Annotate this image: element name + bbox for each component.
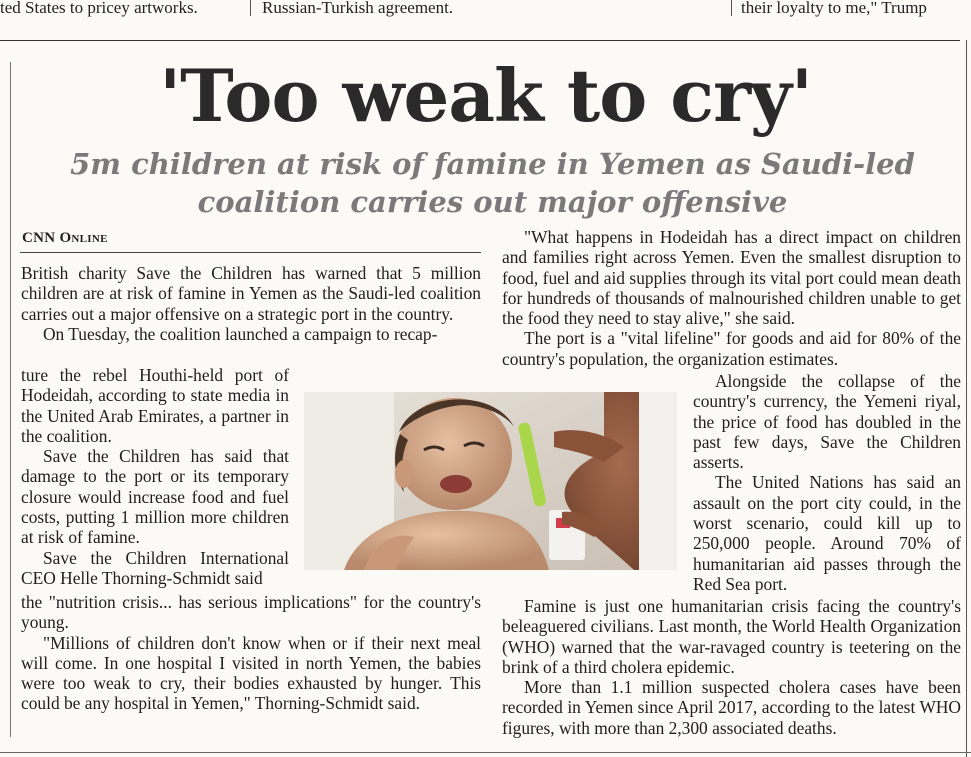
byline-rule — [20, 252, 481, 253]
paragraph: ture the rebel Houthi-held port of Hodeidah, according to state media in the United Arab Emirates, a partner in the coalition. — [21, 365, 289, 446]
top-rule — [0, 40, 960, 41]
paragraph: the "nutrition crisis... has serious implications" for the country's young. — [21, 592, 481, 633]
paragraph: "What happens in Hodeidah has a direct impact on children and families right across Yemen. Even the smallest disruption to food, fuel and aid supplies through its vital port could mean death for hundreds of thousands of malnourished children unable to get the food they need to stay alive," she said. — [502, 227, 961, 329]
column-left-bottom — [21, 592, 481, 714]
paragraph: British charity Save the Children has warned that 5 million children are at risk of famine in Yemen as the Saudi-led coalition carries out a major offensive on a strategic port in the country. — [21, 263, 481, 324]
subheadline-line1: 5m children at risk of famine in Yemen as Saudi-led — [70, 147, 915, 181]
bottom-rule — [0, 752, 971, 753]
column-right-bottom — [502, 596, 961, 738]
teaser-middle: Russian-Turkish agreement. — [262, 0, 454, 17]
paragraph: Famine is just one humanitarian crisis facing the country's beleaguered civilians. Last month, the World Health Organization (WHO) warned that the war-ravaged country is teetering on the brink of a third cholera epidemic. — [502, 596, 961, 677]
paragraph: "Millions of children don't know when or if their next meal will come. In one hospital I visited in north Yemen, the babies were too weak to cry, their bodies exhausted by hunger. This could be any hospital in Yemen," Thorning-Schmidt said. — [21, 632, 481, 714]
subheadline — [20, 145, 965, 221]
paragraph: Alongside the collapse of the country's currency, the Yemeni riyal, the price of food has doubled in the past few days, Save the Children asserts. — [693, 371, 961, 473]
teaser-left: ted States to pricey artworks. — [0, 0, 198, 17]
paragraph: The port is a "vital lifeline" for goods and aid for 80% of the country's population, the organization estimates. — [502, 328, 961, 369]
column-left-narrow — [21, 365, 289, 588]
right-border — [966, 40, 967, 757]
left-border — [10, 62, 11, 737]
subheadline-line2: coalition carries out major offensive — [197, 185, 788, 219]
paragraph: On Tuesday, the coalition launched a campaign to recap- — [43, 323, 438, 344]
headline: 'Too weak to cry' — [159, 53, 812, 138]
column-left-top — [21, 263, 481, 344]
teaser-right: their loyalty to me," Trump — [741, 0, 927, 17]
paragraph: More than 1.1 million suspected cholera cases have been recorded in Yemen since April 2017, according to the latest WHO figures, with more than 2,300 associated deaths. — [502, 677, 961, 738]
paragraph: Save the Children International CEO Helle Thorning-Schmidt said — [21, 547, 289, 588]
paragraph: The United Nations has said an assault on the port city could, in the worst scenario, could kill up to 250,000 people. Around 70% of humanitarian aid passes through the Red Sea port. — [693, 472, 961, 594]
teaser-divider — [731, 0, 732, 16]
column-right-narrow — [693, 371, 961, 594]
teaser-divider — [250, 0, 251, 16]
column-right-top — [502, 227, 961, 369]
malnourished-child-photo — [304, 392, 677, 570]
paragraph: Save the Children has said that damage to the port or its temporary closure would increase food and fuel costs, putting 1 million more children at risk of famine. — [21, 446, 289, 548]
byline: CNN Online — [22, 230, 108, 246]
